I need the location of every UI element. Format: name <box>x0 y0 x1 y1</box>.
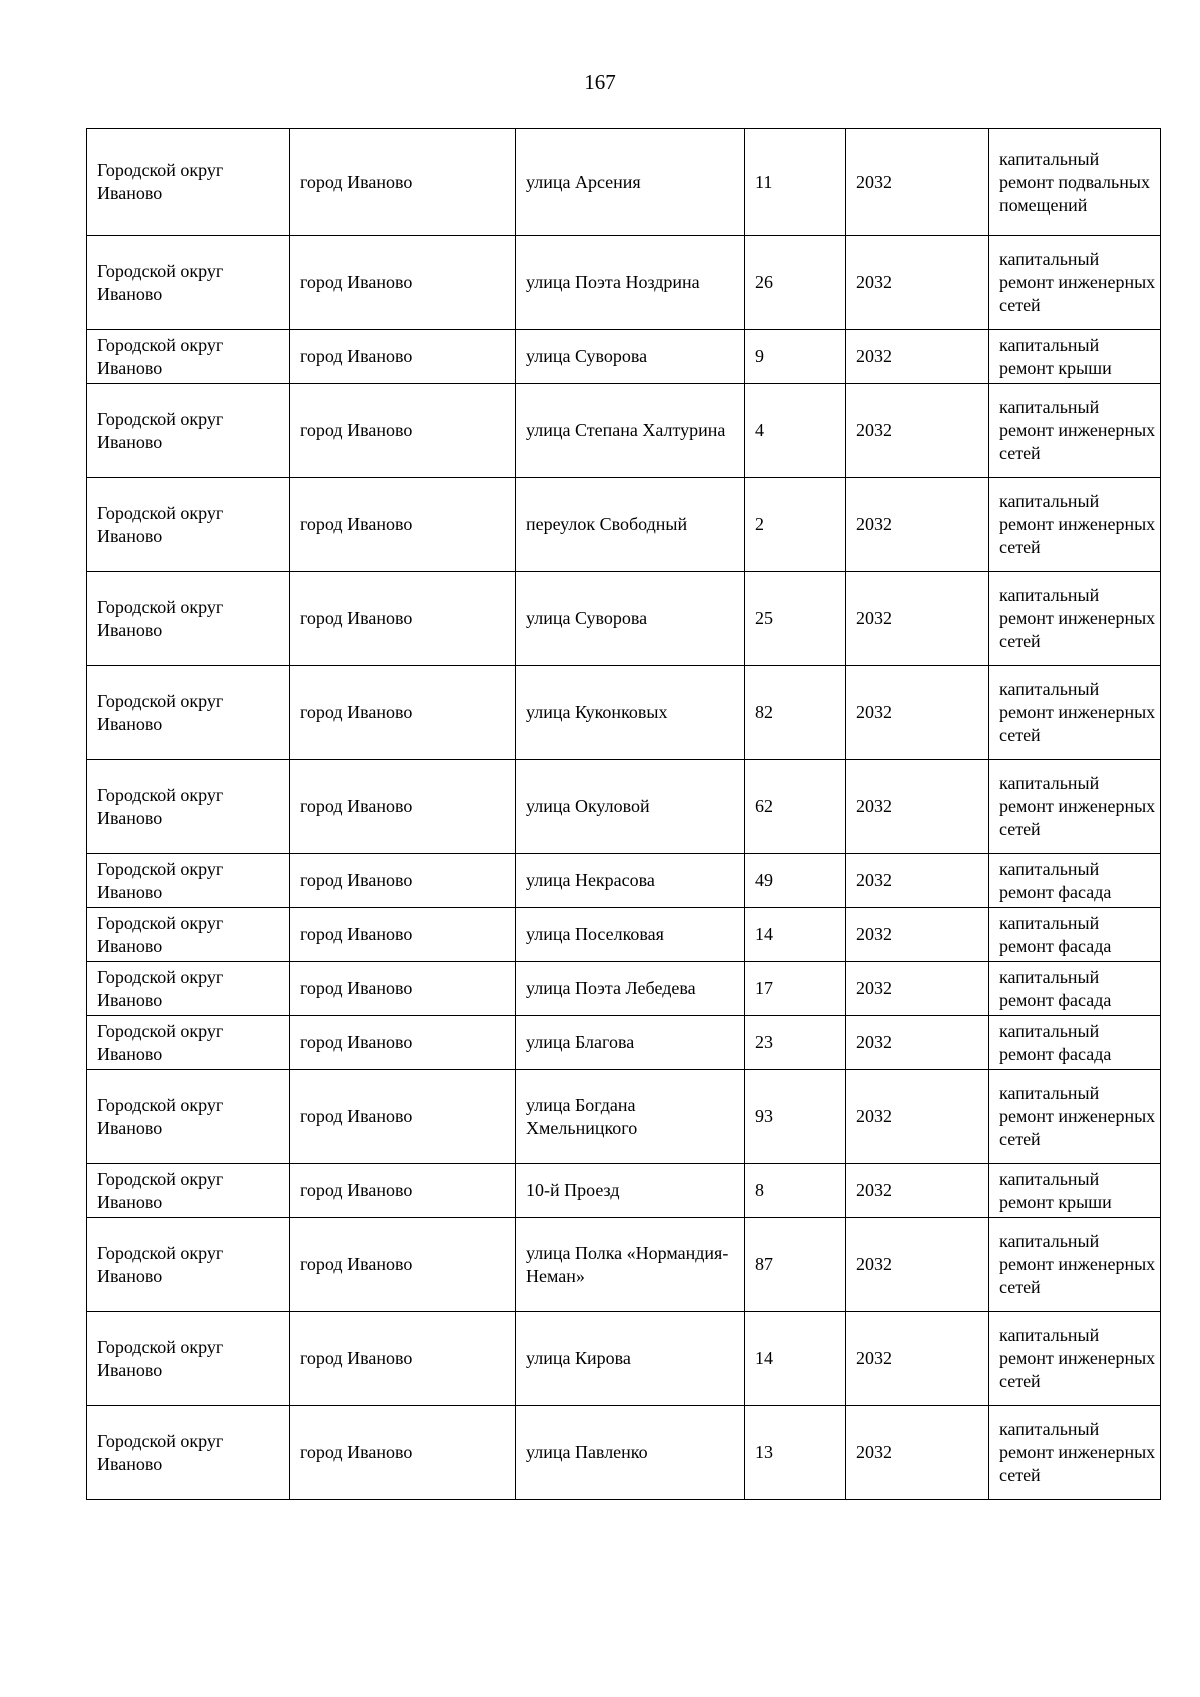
year-cell: 2032 <box>846 908 989 962</box>
work-type-cell: капитальный ремонт инженерных сетей <box>989 1070 1161 1164</box>
street-cell: 10-й Проезд <box>516 1164 745 1218</box>
street-cell: улица Поэта Лебедева <box>516 962 745 1016</box>
year-cell: 2032 <box>846 1312 989 1406</box>
city-cell: город Иваново <box>290 854 516 908</box>
table-row <box>87 572 1161 666</box>
house-number-cell: 82 <box>745 666 846 760</box>
work-type-cell: капитальный ремонт инженерных сетей <box>989 1406 1161 1500</box>
street-cell: улица Суворова <box>516 572 745 666</box>
district-cell: Городской округ Иваново <box>87 330 290 384</box>
work-type-cell: капитальный ремонт крыши <box>989 330 1161 384</box>
table-row <box>87 1070 1161 1164</box>
street-cell: улица Степана Халтурина <box>516 384 745 478</box>
year-cell: 2032 <box>846 854 989 908</box>
table-row <box>87 962 1161 1016</box>
year-cell: 2032 <box>846 666 989 760</box>
work-type-cell: капитальный ремонт инженерных сетей <box>989 760 1161 854</box>
work-type-cell: капитальный ремонт инженерных сетей <box>989 666 1161 760</box>
work-type-cell: капитальный ремонт инженерных сетей <box>989 384 1161 478</box>
street-cell: улица Павленко <box>516 1406 745 1500</box>
district-cell: Городской округ Иваново <box>87 1070 290 1164</box>
street-cell: улица Куконковых <box>516 666 745 760</box>
district-cell: Городской округ Иваново <box>87 129 290 236</box>
table-row <box>87 478 1161 572</box>
table-row <box>87 1312 1161 1406</box>
city-cell: город Иваново <box>290 1406 516 1500</box>
house-number-cell: 49 <box>745 854 846 908</box>
street-cell: улица Богдана Хмельницкого <box>516 1070 745 1164</box>
street-cell: улица Кирова <box>516 1312 745 1406</box>
house-number-cell: 8 <box>745 1164 846 1218</box>
year-cell: 2032 <box>846 330 989 384</box>
work-type-cell: капитальный ремонт фасада <box>989 1016 1161 1070</box>
work-type-cell: капитальный ремонт фасада <box>989 962 1161 1016</box>
district-cell: Городской округ Иваново <box>87 908 290 962</box>
city-cell: город Иваново <box>290 129 516 236</box>
table-row <box>87 854 1161 908</box>
table-row <box>87 129 1161 236</box>
city-cell: город Иваново <box>290 478 516 572</box>
table-row <box>87 236 1161 330</box>
house-number-cell: 14 <box>745 1312 846 1406</box>
work-type-cell: капитальный ремонт инженерных сетей <box>989 236 1161 330</box>
table-row <box>87 384 1161 478</box>
city-cell: город Иваново <box>290 962 516 1016</box>
house-number-cell: 11 <box>745 129 846 236</box>
city-cell: город Иваново <box>290 1016 516 1070</box>
district-cell: Городской округ Иваново <box>87 1218 290 1312</box>
city-cell: город Иваново <box>290 1218 516 1312</box>
table-row <box>87 1218 1161 1312</box>
district-cell: Городской округ Иваново <box>87 572 290 666</box>
house-number-cell: 14 <box>745 908 846 962</box>
city-cell: город Иваново <box>290 666 516 760</box>
district-cell: Городской округ Иваново <box>87 666 290 760</box>
district-cell: Городской округ Иваново <box>87 1016 290 1070</box>
year-cell: 2032 <box>846 1164 989 1218</box>
table-row <box>87 666 1161 760</box>
street-cell: переулок Свободный <box>516 478 745 572</box>
district-cell: Городской округ Иваново <box>87 854 290 908</box>
page-number: 167 <box>584 70 616 94</box>
year-cell: 2032 <box>846 760 989 854</box>
work-type-cell: капитальный ремонт инженерных сетей <box>989 478 1161 572</box>
house-number-cell: 26 <box>745 236 846 330</box>
house-number-cell: 2 <box>745 478 846 572</box>
work-type-cell: капитальный ремонт фасада <box>989 908 1161 962</box>
street-cell: улица Полка «Нормандия-Неман» <box>516 1218 745 1312</box>
street-cell: улица Благова <box>516 1016 745 1070</box>
district-cell: Городской округ Иваново <box>87 384 290 478</box>
street-cell: улица Поселковая <box>516 908 745 962</box>
district-cell: Городской округ Иваново <box>87 962 290 1016</box>
city-cell: город Иваново <box>290 330 516 384</box>
house-number-cell: 25 <box>745 572 846 666</box>
district-cell: Городской округ Иваново <box>87 760 290 854</box>
table-row <box>87 760 1161 854</box>
district-cell: Городской округ Иваново <box>87 478 290 572</box>
district-cell: Городской округ Иваново <box>87 1164 290 1218</box>
city-cell: город Иваново <box>290 1164 516 1218</box>
work-type-cell: капитальный ремонт инженерных сетей <box>989 1312 1161 1406</box>
street-cell: улица Окуловой <box>516 760 745 854</box>
street-cell: улица Арсения <box>516 129 745 236</box>
work-type-cell: капитальный ремонт крыши <box>989 1164 1161 1218</box>
street-cell: улица Некрасова <box>516 854 745 908</box>
house-number-cell: 17 <box>745 962 846 1016</box>
work-type-cell: капитальный ремонт инженерных сетей <box>989 1218 1161 1312</box>
table-row <box>87 330 1161 384</box>
house-number-cell: 23 <box>745 1016 846 1070</box>
district-cell: Городской округ Иваново <box>87 1312 290 1406</box>
street-cell: улица Суворова <box>516 330 745 384</box>
year-cell: 2032 <box>846 236 989 330</box>
year-cell: 2032 <box>846 572 989 666</box>
table-body <box>87 129 1161 1500</box>
city-cell: город Иваново <box>290 236 516 330</box>
table-row <box>87 908 1161 962</box>
year-cell: 2032 <box>846 962 989 1016</box>
year-cell: 2032 <box>846 1070 989 1164</box>
year-cell: 2032 <box>846 129 989 236</box>
year-cell: 2032 <box>846 1016 989 1070</box>
house-number-cell: 62 <box>745 760 846 854</box>
house-number-cell: 13 <box>745 1406 846 1500</box>
house-number-cell: 87 <box>745 1218 846 1312</box>
house-number-cell: 93 <box>745 1070 846 1164</box>
work-type-cell: капитальный ремонт фасада <box>989 854 1161 908</box>
work-type-cell: капитальный ремонт подвальных помещений <box>989 129 1161 236</box>
year-cell: 2032 <box>846 384 989 478</box>
year-cell: 2032 <box>846 1406 989 1500</box>
repair-schedule-table <box>86 128 1161 1500</box>
table-row <box>87 1164 1161 1218</box>
work-type-cell: капитальный ремонт инженерных сетей <box>989 572 1161 666</box>
house-number-cell: 4 <box>745 384 846 478</box>
year-cell: 2032 <box>846 478 989 572</box>
table-row <box>87 1016 1161 1070</box>
city-cell: город Иваново <box>290 572 516 666</box>
year-cell: 2032 <box>846 1218 989 1312</box>
table-row <box>87 1406 1161 1500</box>
district-cell: Городской округ Иваново <box>87 236 290 330</box>
district-cell: Городской округ Иваново <box>87 1406 290 1500</box>
city-cell: город Иваново <box>290 1070 516 1164</box>
house-number-cell: 9 <box>745 330 846 384</box>
city-cell: город Иваново <box>290 384 516 478</box>
city-cell: город Иваново <box>290 1312 516 1406</box>
city-cell: город Иваново <box>290 908 516 962</box>
city-cell: город Иваново <box>290 760 516 854</box>
street-cell: улица Поэта Ноздрина <box>516 236 745 330</box>
